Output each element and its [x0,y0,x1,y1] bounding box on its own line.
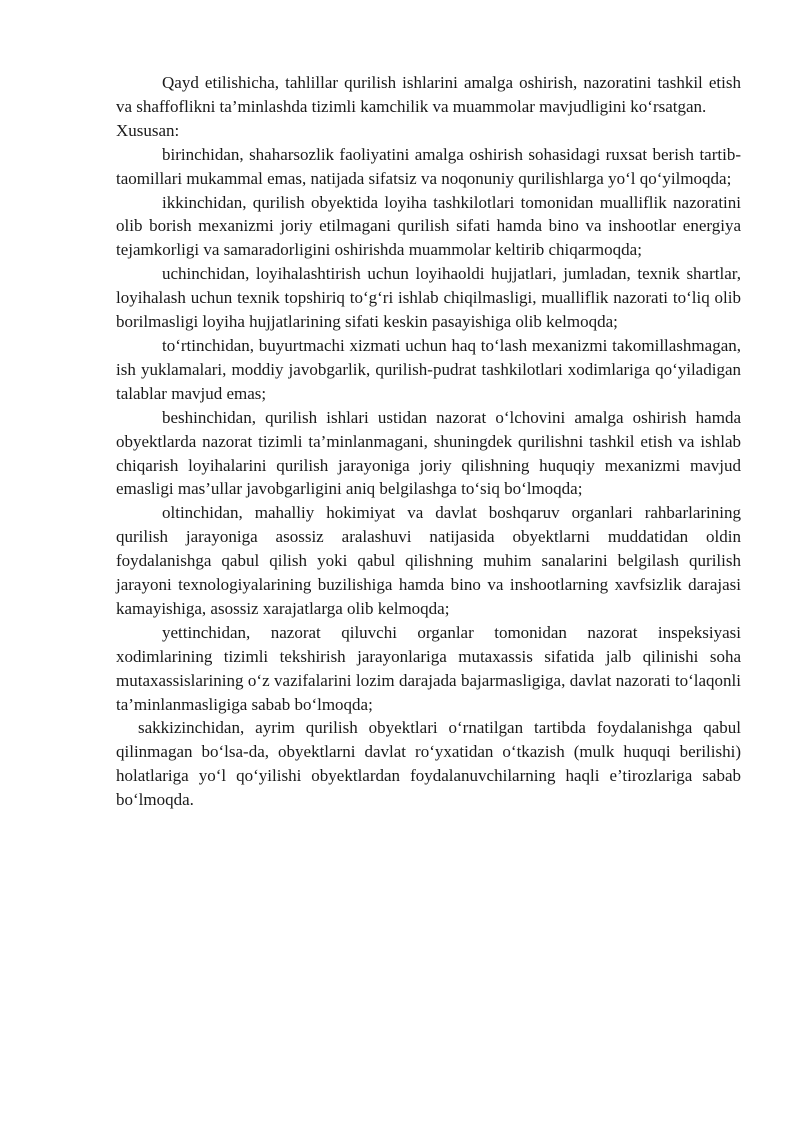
paragraph-tortinchidan: to‘rtinchidan, buyurtmachi xizmati uchun haq to‘lash mexanizmi takomillashmagan, ish yuklamalari, moddiy javobgarlik, qurilish-pudrat tashkilotlari xodimlariga qo‘yiladigan talablar mavjud emas; [116,335,741,403]
paragraph-birinchidan: birinchidan, shaharsozlik faoliyatini amalga oshirish sohasidagi ruxsat berish tartib-taomillari mukammal emas, natijada sifatsiz va noqonuniy qurilishlarga yo‘l qo‘yilmoqda; [116,144,741,188]
paragraph-uchinchidan: uchinchidan, loyihalashtirish uchun loyihaoldi hujjatlari, jumladan, texnik shartlar, loyihalash uchun texnik topshiriq to‘g‘ri ishlab chiqilmasligi, mualliflik nazorati to‘liq olib borilmasligi loyiha hujjatlarining sifati keskin pasayishiga olib kelmoqda; [116,264,741,332]
paragraph-yettinchidan: yettinchidan, nazorat qiluvchi organlar tomonidan nazorat inspeksiyasi xodimlarining tizimli tekshirish jarayonlariga mutaxassis sifatida jalb qilinishi soha mutaxassislarining o‘z vazifalarini lozim darajada bajarmasligiga, davlat nazorati to‘laqonli ta’minlanmasligiga sabab bo‘lmoqda; [116,622,741,714]
paragraph-xususan: Xususan: [116,120,180,140]
document-body [116,71,741,812]
paragraph-sakkizinchidan: sakkizinchidan, ayrim qurilish obyektlari o‘rnatilgan tartibda foydalanishga qabul qilinmagan bo‘lsa-da, obyektlarni davlat ro‘yxatidan o‘tkazish (mulk huquqi berilishi) holatlariga yo‘l qo‘yilishi obyektlardan foydalanuvchilarning haqli e’tirozlariga sabab bo‘lmoqda. [116,718,741,810]
paragraph-intro: Qayd etilishicha, tahlillar qurilish ishlarini amalga oshirish, nazoratini tashkil etish va shaffoflikni ta’minlashda tizimli kamchilik va muammolar mavjudligini ko‘rsatgan. [116,73,741,116]
paragraph-ikkinchidan: ikkinchidan, qurilish obyektida loyiha tashkilotlari tomonidan mualliflik nazoratini olib borish mexanizmi joriy etilmagani qurilish sifati hamda bino va inshootlar energiya tejamkorligi va samaradorligini oshirishda muammolar keltirib chiqarmoqda; [116,192,741,260]
paragraph-beshinchidan: beshinchidan, qurilish ishlari ustidan nazorat o‘lchovini amalga oshirish hamda obyektlarda nazorat tizimli ta’minlanmagani, shuningdek qurilishni tashkil etish va ishlab chiqarish loyihalarini qurilish jarayoniga joriy qilishning huquqiy mexanizmi mavjud emasligi mas’ullar javobgarligini aniq belgilashga to‘siq bo‘lmoqda; [116,407,741,499]
paragraph-oltinchidan: oltinchidan, mahalliy hokimiyat va davlat boshqaruv organlari rahbarlarining qurilish jarayoniga asossiz aralashuvi natijasida obyektlarni muddatidan oldin foydalanishga qabul qilish yoki qabul qilishning muhim sanalarini belgilash qurilish jarayoni texnologiyalarining buzilishiga hamda bino va inshootlarning xavfsizlik darajasi kamayishiga, asossiz xarajatlarga olib kelmoqda; [116,503,741,618]
